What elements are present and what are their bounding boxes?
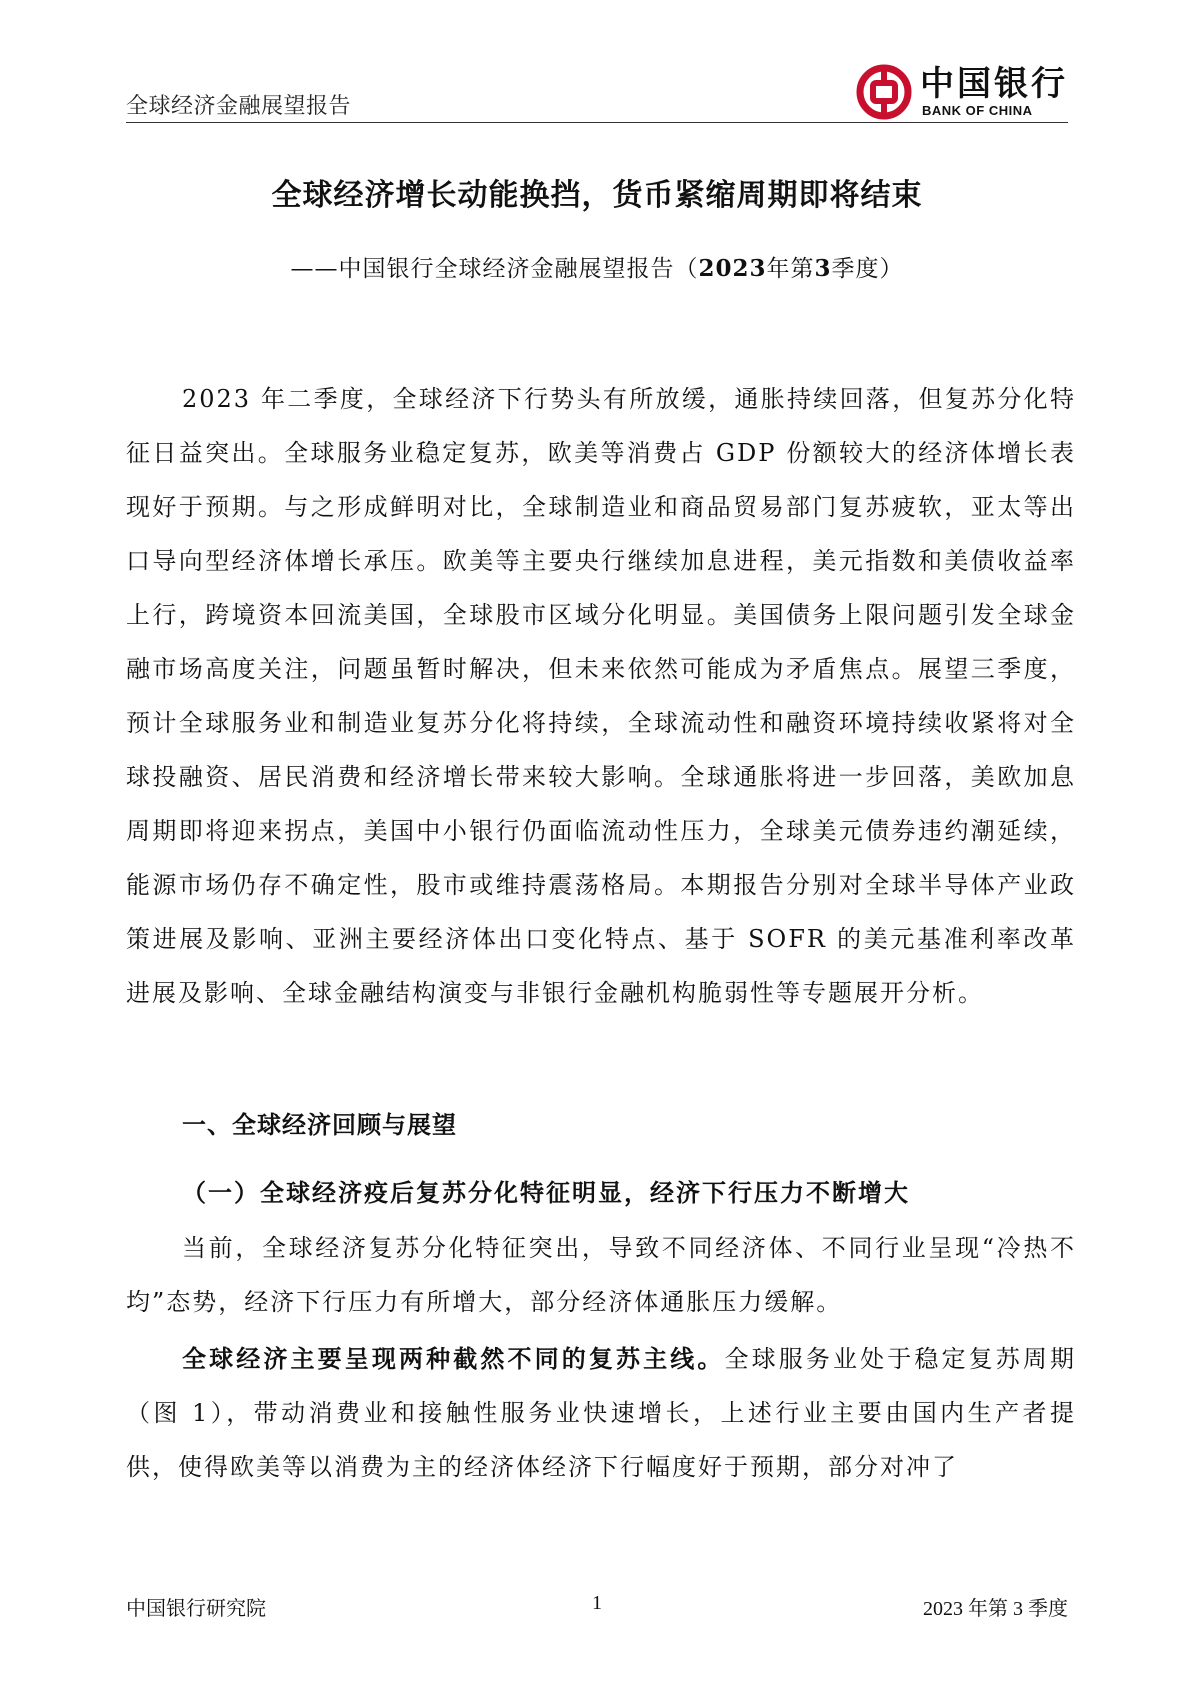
subtitle-year: 2023 bbox=[698, 255, 767, 282]
bank-logo bbox=[856, 62, 1068, 122]
intro-paragraph: 2023 年二季度，全球经济下行势头有所放缓，通胀持续回落，但复苏分化特征日益突出。全球服务业稳定复苏，欧美等消费占 GDP 份额较大的经济体增长表现好于预期。与之形成鲜明对比，全球制造业和商品贸易部门复苏疲软，亚太等出口导向型经济体增长承压。欧美等主要央行继续加息进程，美元指数和美债收益率上行，跨境资本回流美国，全球股市区域分化明显。美国债务上限问题引发全球金融市场高度关注，问题虽暂时解决，但未来依然可能成为矛盾焦点。展望三季度，预计全球服务业和制造业复苏分化将持续，全球流动性和融资环境持续收紧将对全球投融资、居民消费和经济增长带来较大影响。全球通胀将进一步回落，美欧加息周期即将迎来拐点，美国中小银行仍面临流动性压力，全球美元债券违约潮延续，能源市场仍存不确定性，股市或维持震荡格局。本期报告分别对全球半导体产业政策进展及影响、亚洲主要经济体出口变化特点、基于 SOFR 的美元基准利率改革进展及影响、全球金融结构演变与非银行金融机构脆弱性等专题展开分析。 bbox=[126, 385, 1076, 1007]
page-number: 1 bbox=[592, 1592, 602, 1614]
subtitle-mid: 年第 bbox=[766, 256, 815, 282]
logo-text bbox=[920, 65, 1068, 119]
header-divider bbox=[126, 122, 1068, 123]
body-paragraph-lead bbox=[126, 1332, 1076, 1494]
section-heading: 一、全球经济回顾与展望 bbox=[182, 1111, 457, 1139]
document-title: 全球经济增长动能换挡，货币紧缩周期即将结束 bbox=[271, 178, 923, 213]
paragraph-body-text: 全球服务业处于稳定复苏周期（图 1），带动消费业和接触性服务业快速增长，上述行业主要由国内生产者提供，使得欧美等以消费为主的经济体经济下行幅度好于预期，部分对冲了 bbox=[126, 1345, 1076, 1481]
header-title: 全球经济金融展望报告 bbox=[126, 94, 352, 119]
footer-institution: 中国银行研究院 bbox=[126, 1598, 266, 1620]
body-paragraph: 当前，全球经济复苏分化特征突出，导致不同经济体、不同行业呈现“冷热不均”态势，经济下行压力有所增大，部分经济体通胀压力缓解。 bbox=[126, 1234, 1076, 1316]
page-footer bbox=[126, 1592, 1068, 1620]
document-subtitle bbox=[126, 250, 1068, 283]
subsection-heading: （一）全球经济疫后复苏分化特征明显，经济下行压力不断增大 bbox=[182, 1178, 910, 1207]
footer-period: 2023 年第 3 季度 bbox=[923, 1598, 1068, 1620]
logo-english-name: BANK OF CHINA bbox=[922, 103, 1033, 118]
bank-of-china-logo-icon bbox=[856, 64, 912, 120]
subtitle-prefix: ——中国银行全球经济金融展望报告（ bbox=[290, 256, 699, 282]
page-header bbox=[126, 62, 1068, 122]
logo-chinese-name: 中国银行 bbox=[920, 64, 1068, 104]
subtitle-suffix: 季度） bbox=[831, 256, 904, 282]
paragraph-lead-sentence: 全球经济主要呈现两种截然不同的复苏主线。 bbox=[182, 1344, 725, 1373]
subtitle-quarter: 3 bbox=[814, 255, 832, 282]
